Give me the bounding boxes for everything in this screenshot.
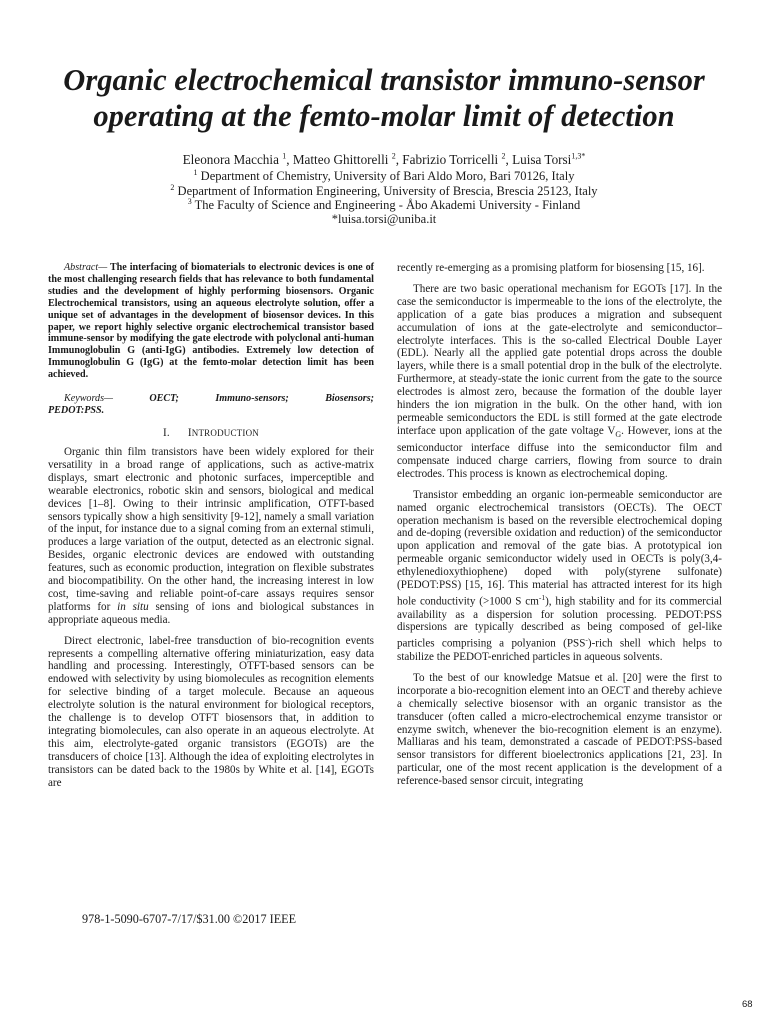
paragraph-text: )-rich shell which helps to stabilize the PEDOT-enriched particles in aqueous solvents. xyxy=(397,638,722,663)
superscript: -1 xyxy=(538,592,546,602)
section-title-initial: I xyxy=(187,427,192,440)
abstract-label: Abstract— xyxy=(64,262,108,273)
section-heading-introduction xyxy=(48,427,374,440)
corresponding-email: *luisa.torsi@uniba.it xyxy=(331,212,437,227)
author-affiliation-mark: 2 xyxy=(391,151,396,161)
author-block xyxy=(60,153,708,226)
author-name: Fabrizio Torricelli xyxy=(402,152,499,167)
affiliation-number: 3 xyxy=(187,196,192,206)
affiliation-text: The Faculty of Science and Engineering - Åbo Akademi University - Finland xyxy=(194,197,581,212)
affiliation-line xyxy=(60,198,708,212)
paragraph-text: There are two basic operational mechanism for EGOTs [17]. In the case the semiconductor is impermeable to the ions of the electrolyte, the application of a gate bias produces a migration and subsequent accumulation of ions at the gate-electrolyte and semiconductor–electrolyte interfaces. This is the so-called Electrical Double Layer (EDL). Nearly all the applied gate potential drops across the double layers, while there is a small potential drop in the bulk of the electrolyte. Furthermore, at steady-state the ionic current from the gate to the source electrodes is almost zero, because the formation of the double layer hinders the ion migration in the bulk. On the other hand, with ion permeable semiconductors the EDL is still formed at the gate electrode interface upon application of the gate voltage V xyxy=(397,282,722,437)
paragraph-text: Organic thin film transistors have been widely explored for their versatility in a broad range of applications, such as active-matrix displays, smart electronic and photonic surfaces, imperceptible and wearable electronics, robotic skin and sensors, biological and medical devices [1–8]. Owing to their intrinsic amplification, OTFT-based sensors typically show a high sensitivity [9-12], namely a small variation of the input, for instance due to a signal coming from an external stimuli, produces a large variation of the output, detected as an electronic signal. Besides, organic electronic devices are endowed with outstanding features, such as economic production, integration on flexible substrates and biocompatibility. On the other hand, the increasing interest in low cost, time-saving and reliable point-of-care assays requires sensor platforms for xyxy=(48,445,374,613)
body-paragraph: To the best of our knowledge Matsue et al. [20] were the first to incorporate a bio-recognition element into an OECT and thereby achieve a chemically selective biosensor with an organic transistor as the transducer (often called a micro-electrochemical enzyme transistor or enzyme switch, whenever the bio-recognition element is an enzyme). Malliaras and his team, demonstrated a cascade of PEDOT:PSS-based sensor transistors for different bioelectronics applications [21, 23]. In particular, one of the most recent application is the development of a reference-based sensor circuit, integrating xyxy=(397,671,722,788)
paper-title xyxy=(20,62,748,134)
section-title-rest: NTRODUCTION xyxy=(191,428,259,439)
left-column xyxy=(48,262,374,798)
paragraph-text: ), high stability and for its commercial availability as a dispersion for solution processing. PEDOT:PSS dispersions are typically described as being composed of gel-like particles comprising a polyanion (PSS xyxy=(397,595,722,651)
superscript: - xyxy=(585,635,588,645)
title-line-1: Organic electrochemical transistor immuno-sensor xyxy=(63,63,705,97)
right-column xyxy=(397,262,722,796)
paragraph-text: sensing of ions and biological substances in appropriate aqueous media. xyxy=(48,600,374,626)
keywords xyxy=(48,393,374,417)
keyword: Immuno-sensors; xyxy=(215,393,289,405)
title-line-2: operating at the femto-molar limit of detection xyxy=(93,99,675,133)
copyright-footer: 978-1-5090-6707-7/17/$31.00 ©2017 IEEE xyxy=(82,912,297,926)
author-list: Eleonora Macchia $^1$, Matteo Ghittorelli $^2$, Fabrizio Torricelli $^2$, Luisa Torsi$^{1,3*}$ xyxy=(182,151,586,167)
author-affiliation-mark: 1,3* xyxy=(571,151,586,161)
section-numeral: I. xyxy=(163,427,170,440)
author-name: Luisa Torsi xyxy=(512,152,572,167)
abstract xyxy=(48,262,374,381)
body-paragraph xyxy=(397,283,722,481)
intro-paragraph: Direct electronic, label-free transduction of bio-recognition events represents a compelling alternative offering miniaturization, easy data handling and processing. Interestingly, OTFT-based sensors can be endowed with selectivity by using biomolecules as recognition elements for selective binding of a target molecule. Because an aqueous electrolyte solution is the natural environment for biological receptors, the challenge is to develop OTFT biosensors that, in addition to integrating biomolecules, can also operate in an aqueous electrolyte. At this aim, electrolyte-gated organic transistors (EGOTs) are the transducers of choice [13]. Although the idea of exploiting electrolytes in transistors can be dated back to the 1980s by White et al. [14], EGOTs are xyxy=(48,634,374,789)
author-name: Matteo Ghittorelli xyxy=(292,152,389,167)
abstract-text: The interfacing of biomaterials to electronic devices is one of the most challenging research fields that has relevance to both fundamental studies and the development of highly performing biosensors. Organic Electrochemical transistors, using an aqueous electrolyte solution, offer a unique set of advantages in the development of biosensor devices. In this paper, we report highly selective organic electrochemical transistor based immune-sensor by modifying the gate electrode with polyclonal anti-human Immunoglobulin G (anti-IgG) antibodies. Extremely low detection of Immunoglobulin G (IgG) at the femto-molar detection limit has been achieved. xyxy=(48,262,374,381)
affiliation-line xyxy=(60,184,708,198)
author-name: Eleonora Macchia xyxy=(182,152,279,167)
keyword: Biosensors; xyxy=(325,393,374,405)
affiliation-number: 2 xyxy=(170,182,175,192)
paragraph-text: Transistor embedding an organic ion-permeable semiconductor are named organic electrochemical transistors (OECTs). The OECT operation mechanism is based on the reversible electrochemical doping and de-doping (reversible oxidation and reduction) of the semiconductor upon application and removal of the gate bias. A prototypical ion permeable organic semiconductor widely used in OECTs is poly(3,4-ethylenedioxythiophene) doped with poly(styrene sulfonate) (PEDOT:PSS) [15, 16]. This material has attracted interest for its high hole conductivity (>1000 S cm xyxy=(397,488,722,608)
paragraph-text: . However, ions at the semiconductor interface diffuse into the semiconductor film and compensate induced charge carriers, flowing from source to drain electrodes. This process is known as electrochemical doping. xyxy=(397,424,722,480)
author-affiliation-mark: 1 xyxy=(282,151,287,161)
keyword: PEDOT:PSS. xyxy=(48,405,105,417)
affiliation-line xyxy=(60,169,708,183)
affiliation-number: 1 xyxy=(193,168,198,178)
affiliation-text: Department of Information Engineering, University of Brescia, Brescia 25123, Italy xyxy=(177,183,598,198)
body-paragraph xyxy=(397,489,722,664)
paragraph-italic: in situ xyxy=(117,600,149,613)
keyword: OECT; xyxy=(149,393,179,405)
page-number: 68 xyxy=(742,999,753,1010)
subscript: G xyxy=(615,430,622,440)
intro-paragraph xyxy=(48,446,374,627)
author-affiliation-mark: 2 xyxy=(501,151,506,161)
continued-paragraph: recently re-emerging as a promising platform for biosensing [15, 16]. xyxy=(397,262,705,274)
keywords-label: Keywords— xyxy=(64,393,113,405)
affiliation-text: Department of Chemistry, University of Bari Aldo Moro, Bari 70126, Italy xyxy=(200,169,575,184)
